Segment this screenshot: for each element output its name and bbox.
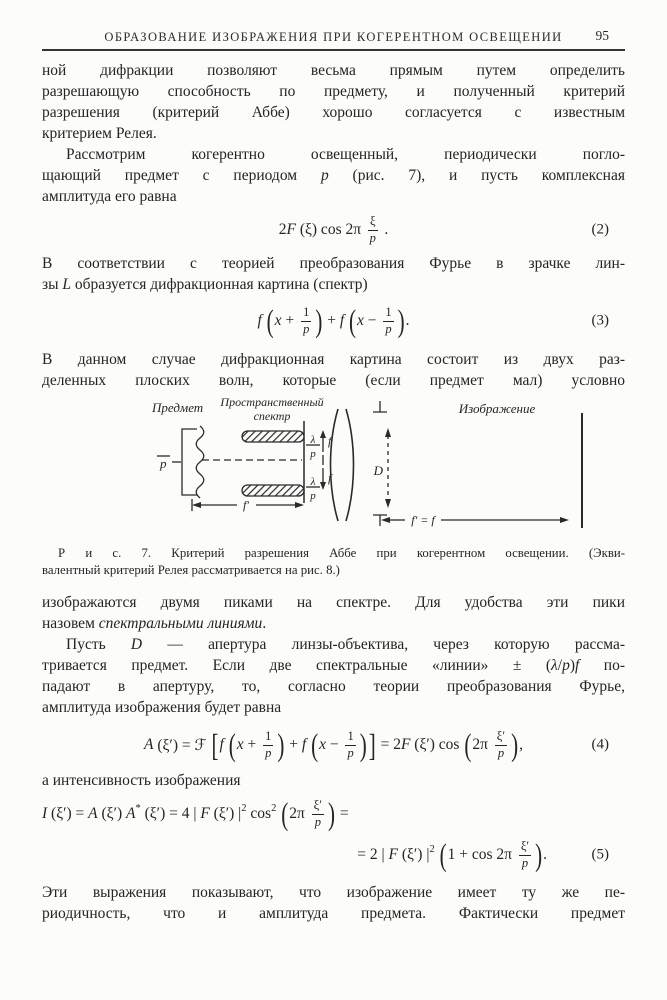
text-line: амплитуда его равна (42, 188, 177, 205)
spectrum-label-line2: спектр (253, 409, 291, 423)
lambda-bottom: λ (310, 476, 316, 488)
f-arrow-down-head (320, 482, 326, 490)
spectral-line-bottom (242, 485, 304, 496)
text-line: амплитуда изображения будет равна (42, 699, 282, 716)
text-line: падают в апертуру, то, согласно теории преобразования Фурье, (42, 678, 625, 695)
equation-4-number: (4) (591, 736, 609, 753)
text-line: валентный критерий Релея рассматривается на рис. 8.) (42, 563, 340, 577)
text-line: ной дифракции позволяют весьма прямым путем определить (42, 62, 625, 79)
text-line: критерием Релея. (42, 125, 157, 142)
paragraph-6 (42, 634, 625, 718)
lambda-den-bottom: p (310, 490, 316, 502)
spectral-line-top (242, 431, 304, 442)
aperture-arrow-head-bottom (385, 499, 391, 508)
text-line: Рассмотрим когерентно освещенный, периодически погло- (66, 146, 625, 163)
text-line: а интенсивность изображения (42, 772, 241, 789)
equation-2-number: (2) (591, 221, 609, 238)
f-eq-label: f′ = f (411, 513, 435, 527)
text-line: разрешения (критерий Аббе) хорошо согласуется с известным (42, 104, 625, 121)
text-line: щающий предмет с периодом p (рис. 7), и пусть комплексная (42, 167, 625, 184)
equation-2 (42, 210, 625, 250)
equation-4-body: A (ξ′) = ℱ [ f ( x + $\frac{1}{p}$ ) + f ( x − $\frac{1}{p}$ ) ] = 2 F (ξ′) cos ( 2π ξ′ p ) , (144, 726, 523, 763)
paragraph-3 (42, 253, 625, 295)
lens-right-arc (346, 409, 354, 521)
object-bracket (182, 429, 197, 495)
text-line: В данном случае дифракционная картина состоит из двух раз- (42, 351, 625, 368)
aperture-arrow-head-top (385, 428, 391, 437)
equation-5-line2-body: = 2 | F (ξ′) | 2 ( 1 + cos 2π ξ′ p ) . (357, 836, 547, 873)
equation-3-number: (3) (591, 312, 609, 329)
paragraph-intensity-lead (42, 770, 625, 791)
aperture-label: D (373, 463, 383, 478)
equation-4 (42, 722, 625, 768)
figure-7-caption (42, 545, 625, 579)
aperture-stop-top (373, 401, 387, 412)
paragraph-1 (42, 60, 625, 144)
lens-left-arc (331, 409, 339, 521)
text-line: риодичность, что и амплитуда предмета. Фактически предмет (42, 905, 625, 922)
text-line: Эти выражения показывают, что изображение имеет ту же пе- (42, 884, 625, 901)
f-arrow-up-head (320, 430, 326, 438)
f-label-bottom: f (328, 471, 332, 485)
object-wave (196, 426, 204, 498)
text-line: тривается предмет. Если две спектральные «линии» ± (λ/p)f по- (42, 657, 625, 674)
running-header (42, 28, 625, 45)
equation-5-number: (5) (591, 846, 609, 863)
equation-5-line2 (42, 835, 625, 875)
text-line: деленных плоских волн, которые (если предмет мал) условно (42, 372, 625, 389)
lambda-top: λ (310, 434, 316, 446)
paragraph-7 (42, 882, 625, 924)
period-label: p (160, 456, 167, 471)
text-line: Пусть D — апертура линзы-объектива, через которую рассма- (66, 636, 625, 653)
equation-3 (42, 299, 625, 343)
figure-7 (142, 395, 625, 535)
equation-2-body: 2 F (ξ) cos 2π ξ p . (278, 213, 389, 245)
page-number: 95 (595, 28, 609, 43)
text-block (42, 60, 625, 924)
paragraph-5 (42, 592, 625, 634)
f-eq-head-right (560, 517, 569, 523)
equation-3-body: f ( x + $\frac{1}{p}$ ) + f ( x − $\frac{1}{p}$ ) . (257, 302, 410, 339)
f-prime-head-right (295, 502, 304, 508)
figure-7-diagram (142, 395, 612, 535)
text-line: Р и с. 7. Критерий разрешения Аббе при когерентном освещении. (Экви- (58, 546, 625, 560)
f-label-top: f (328, 434, 332, 448)
paragraph-2 (42, 144, 625, 207)
equation-5-line1-body: I (ξ′) = A (ξ′) A * (ξ′) = 4 | F (ξ′) | 2 cos 2 ( 2π ξ′ p ) = (42, 795, 349, 832)
equation-5-line1 (42, 793, 625, 835)
f-prime-head-left (192, 502, 201, 508)
text-line: разрешающую способность по предмету, и полученный критерий (42, 83, 625, 100)
text-line: В соответствии с теорией преобразования Фурье в зрачке лин- (42, 255, 625, 272)
header-rule (42, 49, 625, 51)
image-label: Изображение (458, 401, 536, 416)
spectrum-label-line1: Пространственный (220, 395, 324, 409)
f-prime-label: f′ (243, 498, 249, 512)
f-eq-head-left (381, 517, 390, 523)
text-line: зы L образуется дифракционная картина (спектр) (42, 276, 368, 293)
text-line: назовем спектральными линиями. (42, 615, 267, 632)
chapter-title: ОБРАЗОВАНИЕ ИЗОБРАЖЕНИЯ ПРИ КОГЕРЕНТНОМ ОСВЕЩЕНИИ (104, 30, 563, 44)
text-line: изображаются двумя пиками на спектре. Для удобства эти пики (42, 594, 625, 611)
paragraph-4 (42, 349, 625, 391)
object-label: Предмет (152, 400, 204, 415)
lambda-den-top: p (310, 448, 316, 460)
